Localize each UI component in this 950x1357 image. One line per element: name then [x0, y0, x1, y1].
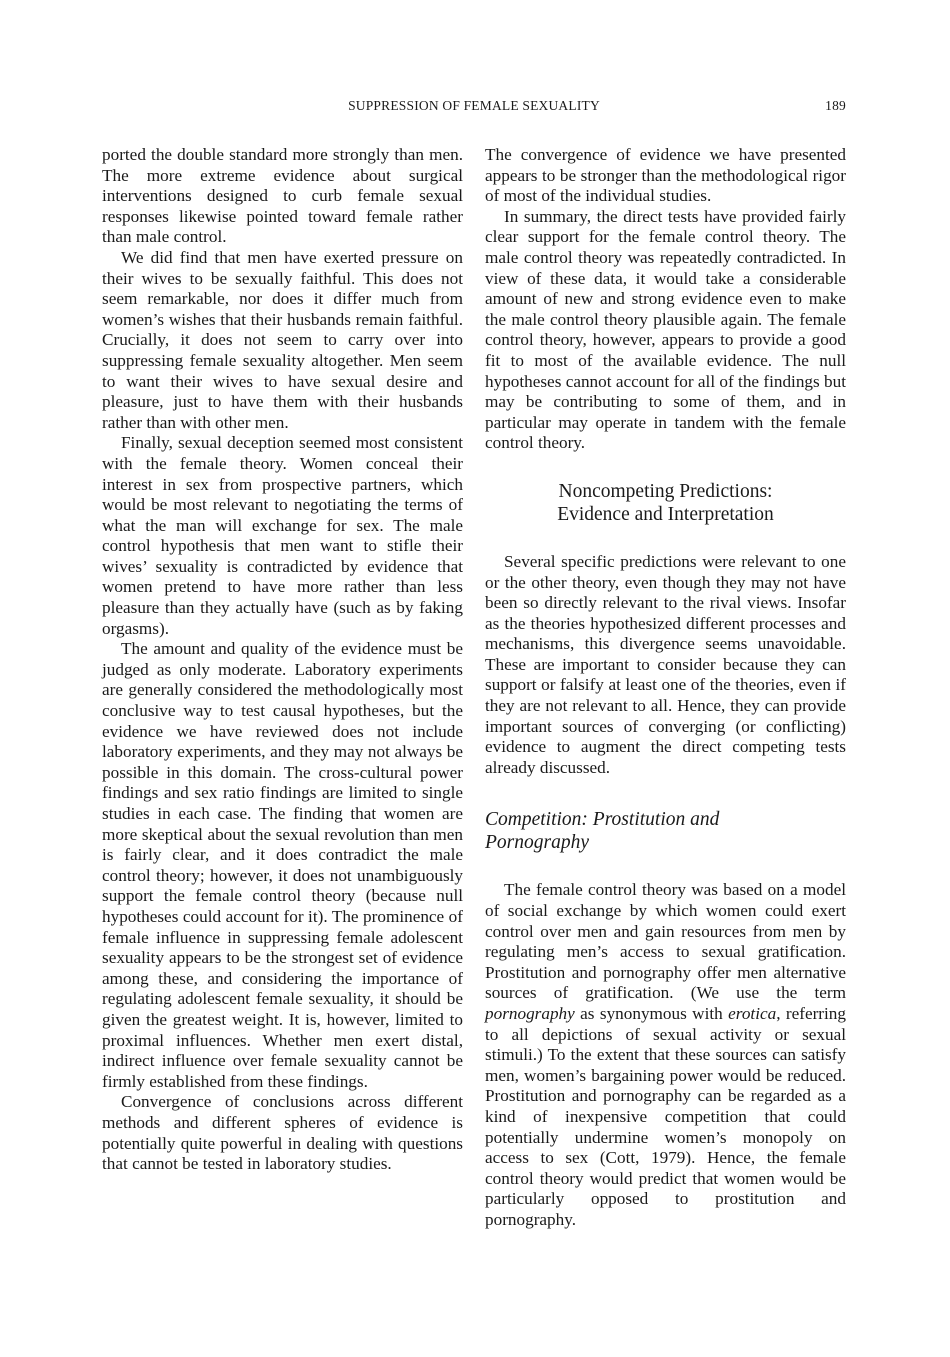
- page-number: 189: [825, 98, 846, 113]
- paragraph: ported the double standard more strongly than men. The more extreme evidence about surgical interventions designed to curb female sexual responses likewise pointed toward female rather than male control.: [102, 145, 463, 247]
- left-column: [102, 145, 463, 1175]
- section-heading: [485, 480, 846, 526]
- page-header: [102, 98, 846, 120]
- paragraph: Several specific predictions were relevant to one or the other theory, even though they may not have been so directly relevant to the rival views. Insofar as the theories hypothesized different processes and mechanisms, this divergence seems unavoidable. These are important to consider because they can support or falsify at least one of the theories, even if they are not relevant to all. Hence, they can provide important sources of converging (or conflicting) evidence to augment the direct competing tests already discussed.: [485, 551, 846, 777]
- subsection-heading: [485, 808, 846, 854]
- paragraph: We did find that men have exerted pressure on their wives to be sexually faithful. This does not seem remarkable, nor does it differ much from women’s wishes that their husbands remain faithful. Crucially, it does not seem to carry over into suppressing female sexuality altogether. Men seem to want their wives to have sexual desire and pleasure, just to have them with their husbands rather than with other men.: [102, 247, 463, 432]
- text-run: , referring to all depictions of sexual activity or sexual stimuli.) To the extent that these sources can satisfy men, women’s bargaining power would be reduced. Prostitution and pornography can be regarded as a kind of inexpensive competition that could potentially undermine women’s monopoly on access to sex (Cott, 1979). Hence, the female control theory would predict that women would be particularly opposed to prostitution and pornography.: [485, 1004, 846, 1229]
- section-heading-line1: Noncompeting Predictions:: [558, 480, 773, 502]
- section-heading-line2: Evidence and Interpretation: [557, 503, 774, 525]
- subsection-heading-line2: Pornography: [485, 832, 589, 854]
- paragraph: Convergence of conclusions across different methods and different spheres of evidence is potentially quite powerful in dealing with questions that cannot be tested in laboratory studies.: [102, 1092, 463, 1174]
- text-run: The female control theory was based on a model of social exchange by which women could exert control over men and gain resources from men by regulating men’s access to sexual gratification. Prostitution and pornography offer men alternative sources of gratification. (We use the term: [485, 880, 846, 1003]
- paragraph: [485, 880, 846, 1230]
- subsection-heading-line1: Competition: Prostitution and: [485, 809, 720, 831]
- italic-term: erotica: [728, 1004, 777, 1023]
- right-column: [485, 145, 846, 1231]
- italic-term: pornography: [485, 1004, 575, 1023]
- paragraph: Finally, sexual deception seemed most consistent with the female theory. Women conceal their interest in sex from prospective partners, which would be most relevant to negotiating the terms of what the man will exchange for sex. The male control hypothesis that men want to stifle their wives’ sexuality is contradicted by evidence that women pretend to have more rather than less pleasure than they actually have (such as by faking orgasms).: [102, 433, 463, 638]
- running-head: SUPPRESSION OF FEMALE SEXUALITY: [348, 98, 600, 113]
- text-run: as synonymous with: [574, 1004, 729, 1023]
- paragraph: The convergence of evidence we have presented appears to be stronger than the methodological rigor of most of the individual studies.: [485, 145, 846, 206]
- paragraph: In summary, the direct tests have provided fairly clear support for the female control theory. The male control theory was repeatedly contradicted. In view of these data, it would take a considerable amount of new and strong evidence even to make the male control theory plausible again. The female control theory, however, appears to provide a good fit to most of the available evidence. The null hypotheses cannot account for all of the findings but may be contributing to some of them, and in particular may operate in tandem with the female control theory.: [485, 206, 846, 453]
- paragraph: The amount and quality of the evidence must be judged as only moderate. Laboratory experiments are generally considered the methodologically most conclusive way to test causal hypotheses, but the evidence we have reviewed does not include laboratory experiments, and they may not always be possible in this domain. The cross-cultural power findings and sex ratio findings are limited to single studies in each case. The finding that women are more skeptical about the sexual revolution than men is fairly clear, and it does contradict the male control theory; however, it does not unambiguously support the female control theory (because null hypotheses could account for it). The prominence of female influence in suppressing female adolescent sexuality appears to be the strongest set of evidence among these, and considering the importance of regulating adolescent female sexuality, it should be given the greatest weight. It is, however, limited to proximal influences. Whether men exert distal, indirect influence over female sexuality cannot be firmly established from these findings.: [102, 639, 463, 1091]
